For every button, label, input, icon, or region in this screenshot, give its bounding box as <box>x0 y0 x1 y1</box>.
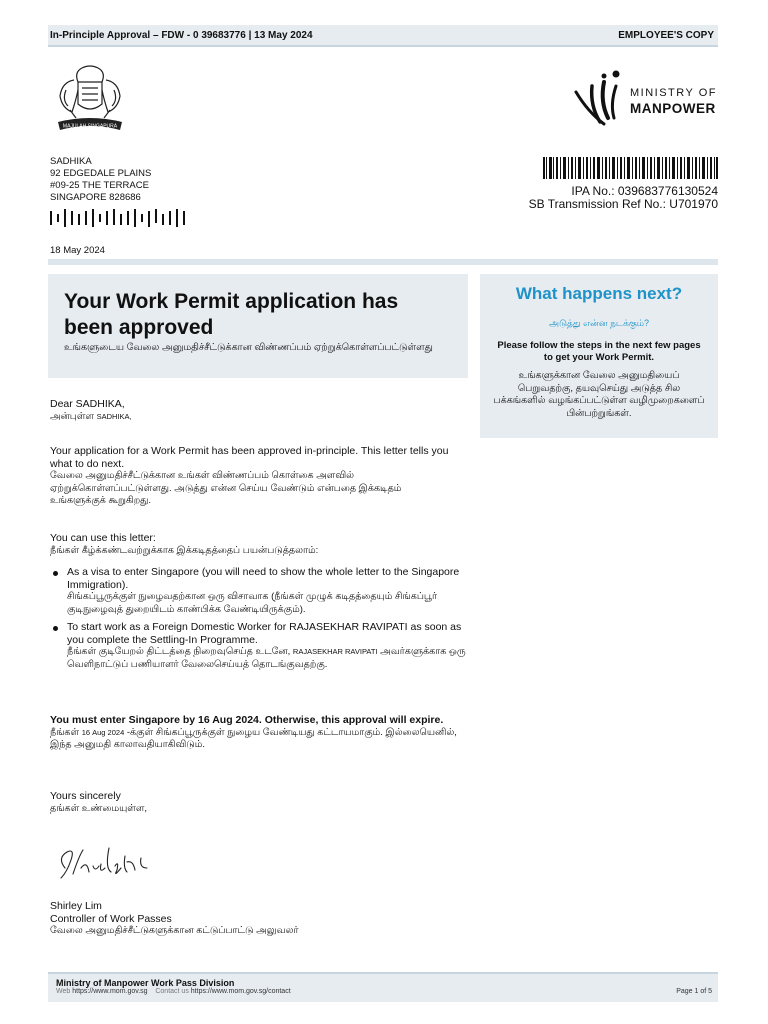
footer-links <box>56 988 291 995</box>
signer-role-tamil: வேலை அனுமதிச்சீட்டுகளுக்கான கட்டுப்பாட்டு அலுவலர் <box>50 925 299 936</box>
recipient-name: SADHIKA <box>50 156 92 167</box>
signature-image <box>55 838 165 884</box>
salutation-tamil <box>50 411 455 424</box>
bullet-visa-tamil: சிங்கப்பூருக்குள் நுழைவதற்கான ஒரு விசாவாக (நீங்கள் முழுக் கடிதத்தையும் சிங்கப்பூர் குடிநுழைவுத் துறையிடம் காண்பிக்க வேண்டியிருக்கும்). <box>67 591 437 615</box>
usage-heading-english: You can use this letter: <box>50 532 156 544</box>
reference-numbers <box>529 185 718 211</box>
signer-role: Controller of Work Passes <box>50 912 172 925</box>
copy-label: EMPLOYEE'S COPY <box>618 30 714 41</box>
bullet-work-tamil-b: அவர்களுக்காக ஒரு வெளிநாட்டுப் பணியாளர் வேலைசெய்யத் தொடங்குவதற்கு. <box>67 646 466 670</box>
letter-title-tamil: உங்களுடைய வேலை அனுமதிச்சீட்டுக்கான விண்ணப்பம் ஏற்றுக்கொள்ளப்பட்டுள்ளது <box>64 342 433 353</box>
closing-tamil: தங்கள் உண்மையுள்ள, <box>50 802 148 814</box>
bullet-work-english: To start work as a Foreign Domestic Worker for RAJASEKHAR RAVIPATI as soon as you complete the Settling-In Programme. <box>67 621 462 646</box>
salutation <box>50 398 455 423</box>
closing-english: Yours sincerely <box>50 790 121 802</box>
entry-deadline-tamil-a: நீங்கள் <box>50 726 80 738</box>
intro-english: Your application for a Work Permit has been approved in-principle. This letter tells you what to do next. <box>50 445 449 470</box>
postal-barcode-icon <box>50 209 186 229</box>
list-item <box>50 566 470 616</box>
recipient-address <box>50 156 151 204</box>
entry-deadline-tamil-b: -க்குள் சிங்கப்பூருக்குள் நுழைய வேண்டியது கட்டாயமாகும். இல்லையெனில், இந்த அனுமதி காலாவதியாகிவிடும். <box>50 726 457 750</box>
signer-block <box>50 900 455 938</box>
next-steps-heading: What happens next? <box>515 284 683 303</box>
usage-heading <box>50 532 455 557</box>
ipa-number: IPA No.: 039683776130524 <box>571 184 718 198</box>
singapore-coat-of-arms-icon <box>48 60 132 138</box>
ministry-name <box>630 86 717 116</box>
bullet-work-tamil-a: நீங்கள் குடியேறல் திட்டத்தை நிறைவுசெய்த உடனே, <box>67 646 291 657</box>
address-line3: SINGAPORE 828686 <box>50 192 141 203</box>
next-steps-heading-tamil: அடுத்து என்ன நடக்கும்? <box>548 318 650 328</box>
letter-date: 18 May 2024 <box>50 245 105 256</box>
footer-division: Ministry of Manpower Work Pass Division <box>56 978 235 988</box>
barcode-icon <box>543 157 718 179</box>
footer-web-label: Web <box>56 988 71 995</box>
usage-heading-tamil: நீங்கள் கீழ்க்கண்டவற்றுக்காக இக்கடிதத்தைப் பயன்படுத்தலாம்: <box>50 544 319 556</box>
section-divider <box>48 259 718 265</box>
page-number: Page 1 of 5 <box>676 988 712 995</box>
entry-deadline-tamil <box>50 727 460 752</box>
address-line2: #09-25 THE TERRACE <box>50 180 149 191</box>
footer-contact-label: Contact us <box>155 988 189 995</box>
ministry-name-line2: MANPOWER <box>630 101 716 116</box>
bullet-work-tamil <box>67 646 470 671</box>
document-header-title: In-Principle Approval – FDW - 0 39683776 | 13 May 2024 <box>50 30 313 41</box>
bullet-visa-english: As a visa to enter Singapore (you will need to show the whole letter to the Singapore Immigration). <box>67 566 460 591</box>
crest-motto: MAJULAH SINGAPURA <box>62 123 118 130</box>
salutation-english: Dear SADHIKA, <box>50 398 125 410</box>
closing <box>50 790 455 815</box>
ministry-name-line1: MINISTRY OF <box>630 87 717 99</box>
next-steps-text-tamil: உங்களுக்கான வேலை அனுமதியைப் பெறுவதற்கு, தயவுசெய்து அடுத்த சில பக்கங்களில் வழங்கப்பட்டுள்ள வழிமுறைகளைப் பின்பற்றுங்கள். <box>493 370 705 419</box>
salutation-name-small: SADHIKA, <box>96 411 132 421</box>
intro-paragraph <box>50 445 450 508</box>
entry-deadline-notice <box>50 714 460 752</box>
list-item <box>50 621 470 671</box>
usage-list <box>50 566 470 676</box>
letter-title: Your Work Permit application has been approved <box>64 290 399 339</box>
address-line1: 92 EDGEDALE PLAINS <box>50 168 152 179</box>
employer-name-small: RAJASEKHAR RAVIPATI <box>292 647 378 656</box>
entry-deadline-date-small: 16 Aug 2024 <box>81 727 125 737</box>
salutation-tamil-word: அன்புள்ள <box>50 410 94 422</box>
footer-web-link[interactable]: https://www.mom.gov.sg <box>72 988 148 995</box>
entry-deadline-english: You must enter Singapore by 16 Aug 2024. Otherwise, this approval will expire. <box>50 714 444 726</box>
signer-name: Shirley Lim <box>50 900 102 912</box>
intro-tamil: வேலை அனுமதிச்சீட்டுக்கான உங்கள் விண்ணப்பம் கொள்கை அளவில் ஏற்றுக்கொள்ளப்பட்டுள்ளது. அடுத்து என்ன செய்ய வேண்டும் என்பதை இக்கடிதம் உங்களுக்குக் கூறுகிறது. <box>50 470 402 506</box>
sb-transmission-ref: SB Transmission Ref No.: U701970 <box>528 197 718 211</box>
footer-contact-link[interactable]: https://www.mom.gov.sg/contact <box>190 988 291 995</box>
next-steps-text: Please follow the steps in the next few pages to get your Work Permit. <box>497 340 701 363</box>
